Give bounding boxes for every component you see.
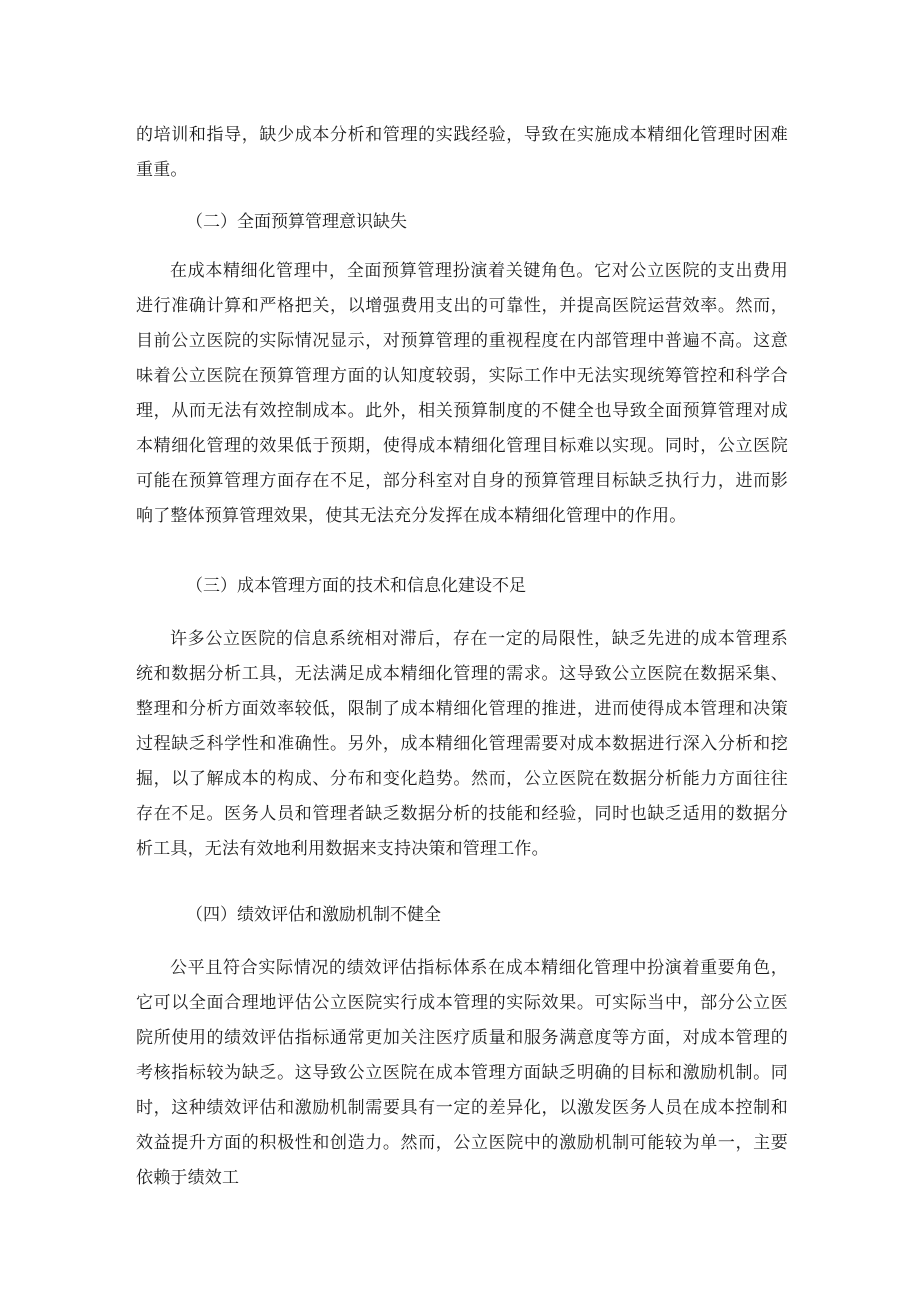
section-heading-3: （三）成本管理方面的技术和信息化建设不足: [186, 576, 526, 596]
paragraph-continued: 的培训和指导，缺少成本分析和管理的实践经验，导致在实施成本精细化管理时困难重重。: [136, 125, 788, 180]
paragraph-budget-management: 在成本精细化管理中，全面预算管理扮演着关键角色。它对公立医院的支出费用进行准确计算和严格把关，以增强费用支出的可靠性，并提高医院运营效率。然而，目前公立医院的实际情况显示，对预算管理的重视程度在内部管理中普遍不高。这意味着公立医院在预算管理方面的认知度较弱，实际工作中无法实现统筹管控和科学合理，从而无法有效控制成本。此外，相关预算制度的不健全也导致全面预算管理对成本精细化管理的效果低于预期，使得成本精细化管理目标难以实现。同时，公立医院可能在预算管理方面存在不足，部分科室对自身的预算管理目标缺乏执行力，进而影响了整体预算管理效果，使其无法充分发挥在成本精细化管理中的作用。: [136, 261, 788, 526]
paragraph-performance-evaluation: 公平且符合实际情况的绩效评估指标体系在成本精细化管理中扮演着重要角色，它可以全面合理地评估公立医院实行成本管理的实际效果。可实际当中，部分公立医院所使用的绩效评估指标通常更加关注医疗质量和服务满意度等方面，对成本管理的考核指标较为缺乏。这导致公立医院在成本管理方面缺乏明确的目标和激励机制。同时，这种绩效评估和激励机制需要具有一定的差异化，以激发医务人员在成本控制和效益提升方面的积极性和创造力。然而，公立医院中的激励机制可能较为单一，主要依赖于绩效工: [136, 958, 788, 1188]
section-heading-2: （二）全面预算管理意识缺失: [186, 212, 407, 232]
section-heading-4: （四）绩效评估和激励机制不健全: [186, 905, 441, 925]
paragraph-information-technology: 许多公立医院的信息系统相对滞后，存在一定的局限性，缺乏先进的成本管理系统和数据分析工具，无法满足成本精细化管理的需求。这导致公立医院在数据采集、整理和分析方面效率较低，限制了成本精细化管理的推进，进而使得成本管理和决策过程缺乏科学性和准确性。另外，成本精细化管理需要对成本数据进行深入分析和挖掘，以了解成本的构成、分布和变化趋势。然而，公立医院在数据分析能力方面往往存在不足。医务人员和管理者缺乏数据分析的技能和经验，同时也缺乏适用的数据分析工具，无法有效地利用数据来支持决策和管理工作。: [136, 629, 788, 859]
